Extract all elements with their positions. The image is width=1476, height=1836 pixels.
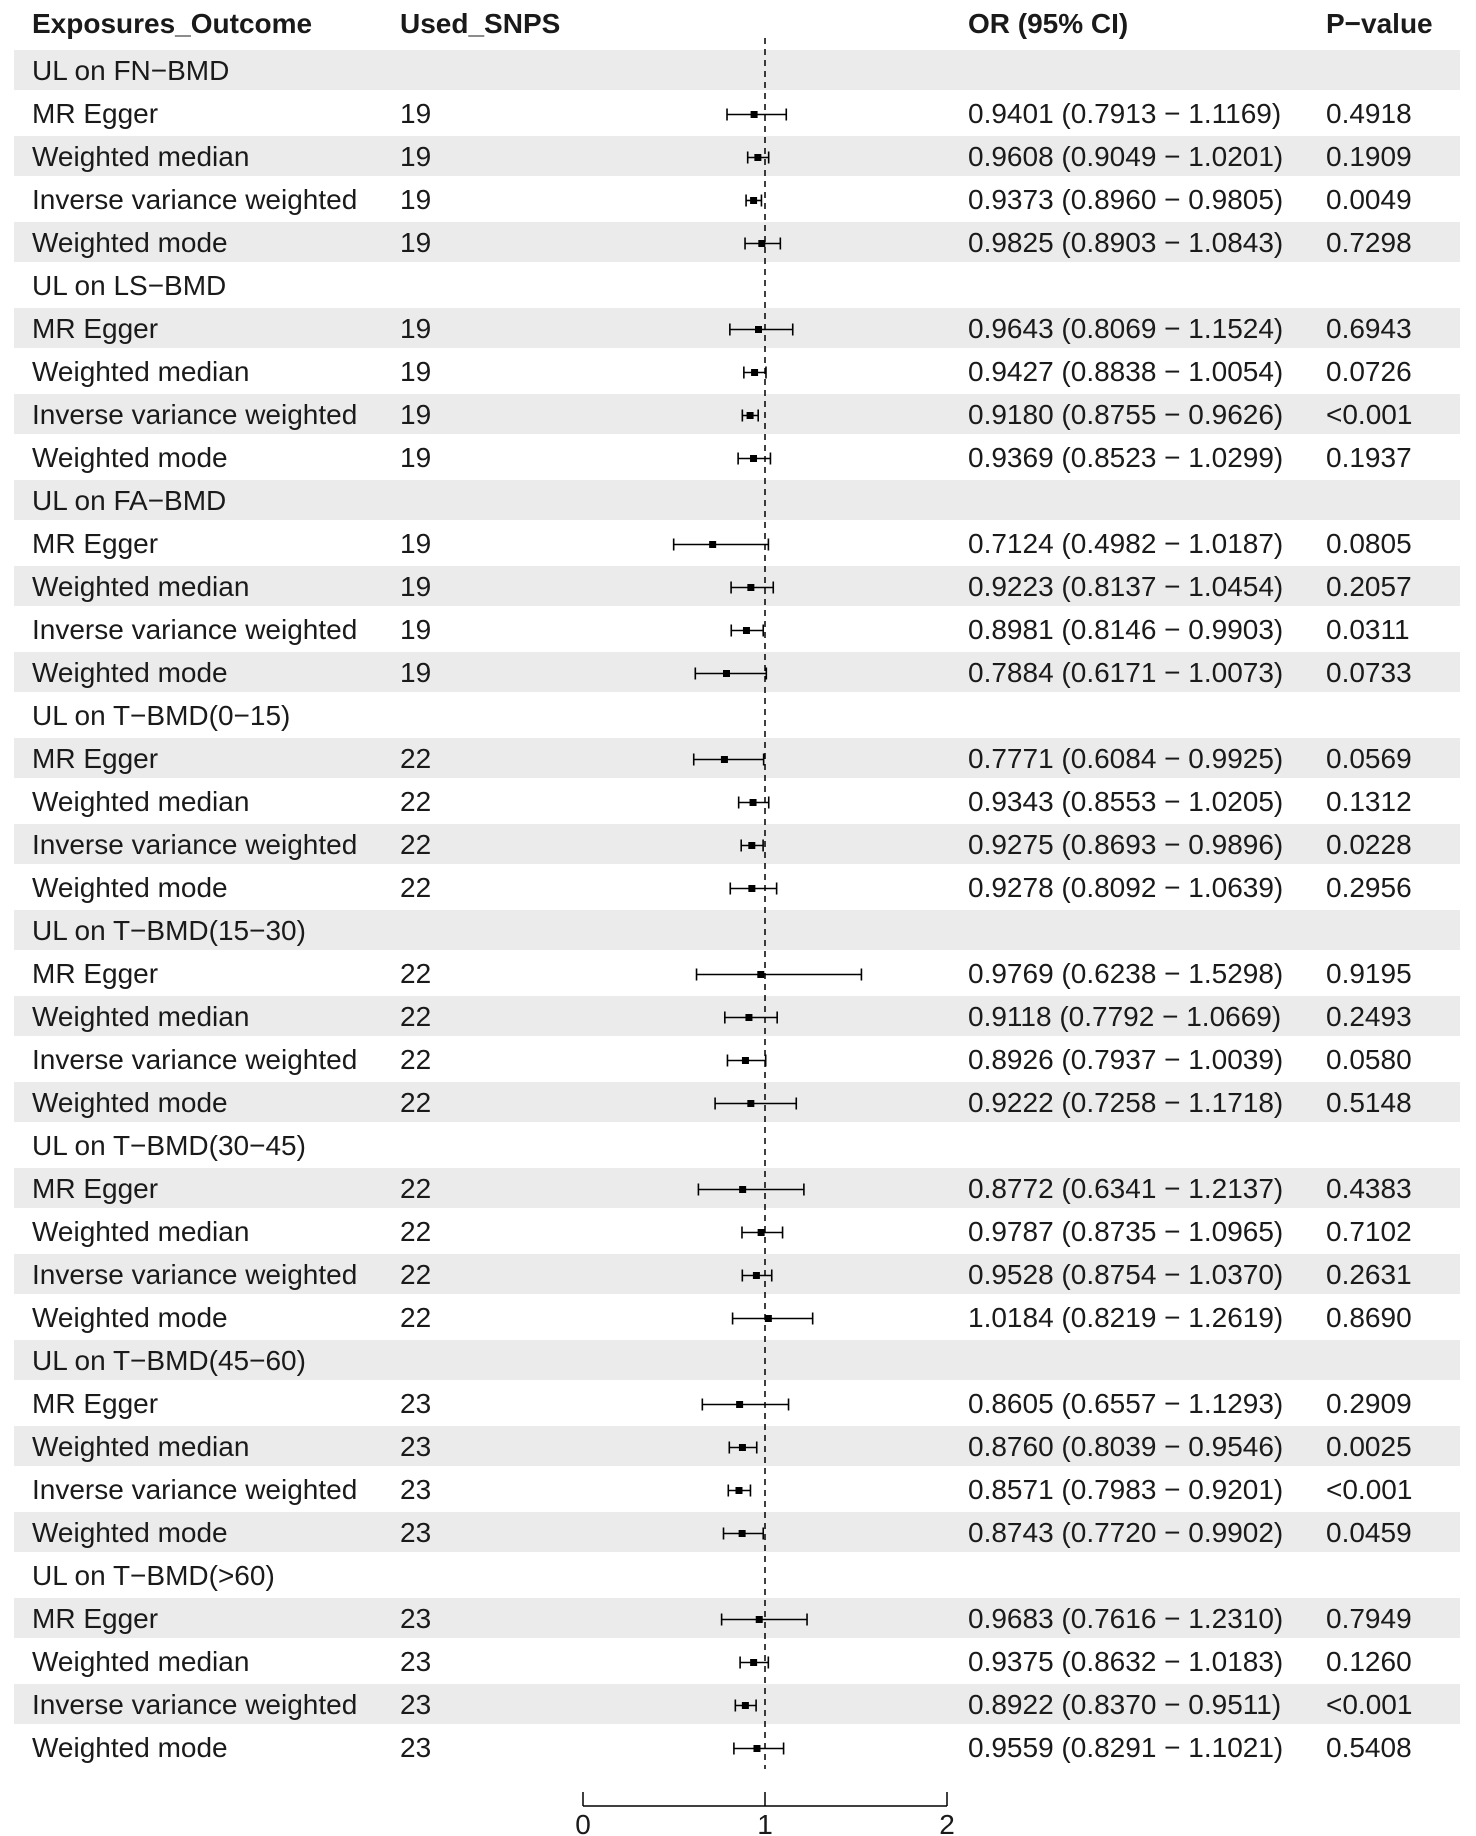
point-estimate <box>747 412 754 419</box>
point-estimate <box>723 670 730 677</box>
point-estimate <box>735 1487 742 1494</box>
snps-count: 19 <box>400 399 432 430</box>
or-ci-text: 0.8605 (0.6557 − 1.1293) <box>968 1388 1284 1419</box>
or-ci-text: 0.9223 (0.8137 − 1.0454) <box>968 571 1284 602</box>
group-title: UL on FA−BMD <box>32 485 227 516</box>
method-label: MR Egger <box>32 958 159 989</box>
p-value: 0.0726 <box>1326 356 1412 387</box>
group-title: UL on T−BMD(>60) <box>32 1560 275 1591</box>
point-estimate <box>709 541 716 548</box>
method-label: Inverse variance weighted <box>32 1259 358 1290</box>
snps-count: 22 <box>400 1216 432 1247</box>
point-estimate <box>750 455 757 462</box>
or-ci-text: 1.0184 (0.8219 − 1.2619) <box>968 1302 1284 1333</box>
or-ci-text: 0.8926 (0.7937 − 1.0039) <box>968 1044 1284 1075</box>
snps-count: 19 <box>400 614 432 645</box>
or-ci-text: 0.7771 (0.6084 − 0.9925) <box>968 743 1284 774</box>
method-label: Weighted median <box>32 786 250 817</box>
p-value: 0.7298 <box>1326 227 1412 258</box>
point-estimate <box>736 1401 743 1408</box>
point-estimate <box>739 1186 746 1193</box>
or-ci-text: 0.9375 (0.8632 − 1.0183) <box>968 1646 1284 1677</box>
group-title: UL on FN−BMD <box>32 55 230 86</box>
snps-count: 22 <box>400 1044 432 1075</box>
snps-count: 19 <box>400 571 432 602</box>
method-label: Weighted median <box>32 571 250 602</box>
snps-count: 19 <box>400 442 432 473</box>
point-estimate <box>751 111 758 118</box>
method-label: Inverse variance weighted <box>32 399 358 430</box>
header-p-value: P−value <box>1326 8 1433 39</box>
or-ci-text: 0.8922 (0.8370 − 0.9511) <box>968 1689 1282 1720</box>
p-value: 0.6943 <box>1326 313 1412 344</box>
method-label: Inverse variance weighted <box>32 1044 358 1075</box>
or-ci-text: 0.9401 (0.7913 − 1.1169) <box>968 98 1282 129</box>
or-ci-text: 0.9275 (0.8693 − 0.9896) <box>968 829 1284 860</box>
point-estimate <box>753 1272 760 1279</box>
p-value: <0.001 <box>1326 1689 1413 1720</box>
p-value: 0.2493 <box>1326 1001 1412 1032</box>
or-ci-text: 0.8772 (0.6341 − 1.2137) <box>968 1173 1284 1204</box>
snps-count: 23 <box>400 1388 432 1419</box>
method-label: Weighted median <box>32 1431 250 1462</box>
p-value: 0.1937 <box>1326 442 1412 473</box>
snps-count: 22 <box>400 1087 432 1118</box>
or-ci-text: 0.9769 (0.6238 − 1.5298) <box>968 958 1284 989</box>
x-tick-label: 1 <box>757 1809 773 1836</box>
method-label: Weighted median <box>32 1216 250 1247</box>
p-value: <0.001 <box>1326 1474 1413 1505</box>
snps-count: 22 <box>400 829 432 860</box>
snps-count: 22 <box>400 1302 432 1333</box>
point-estimate <box>748 885 755 892</box>
group-title: UL on LS−BMD <box>32 270 227 301</box>
or-ci-text: 0.9643 (0.8069 − 1.1524) <box>968 313 1284 344</box>
p-value: 0.7102 <box>1326 1216 1412 1247</box>
point-estimate <box>742 1057 749 1064</box>
point-estimate <box>751 369 758 376</box>
method-label: MR Egger <box>32 1603 159 1634</box>
header-used-snps: Used_SNPS <box>400 8 561 39</box>
or-ci-text: 0.9683 (0.7616 − 1.2310) <box>968 1603 1284 1634</box>
point-estimate <box>739 1444 746 1451</box>
or-ci-text: 0.9343 (0.8553 − 1.0205) <box>968 786 1284 817</box>
or-ci-text: 0.9369 (0.8523 − 1.0299) <box>968 442 1284 473</box>
method-label: Weighted mode <box>32 227 228 258</box>
or-ci-text: 0.8571 (0.7983 − 0.9201) <box>968 1474 1284 1505</box>
p-value: 0.1312 <box>1326 786 1412 817</box>
or-ci-text: 0.9825 (0.8903 − 1.0843) <box>968 227 1284 258</box>
method-label: MR Egger <box>32 743 159 774</box>
snps-count: 22 <box>400 786 432 817</box>
or-ci-text: 0.7884 (0.6171 − 1.0073) <box>968 657 1284 688</box>
or-ci-text: 0.9373 (0.8960 − 0.9805) <box>968 184 1284 215</box>
method-label: MR Egger <box>32 313 159 344</box>
x-tick-label: 2 <box>939 1809 955 1836</box>
point-estimate <box>750 197 757 204</box>
snps-count: 19 <box>400 184 432 215</box>
method-label: Inverse variance weighted <box>32 184 358 215</box>
snps-count: 19 <box>400 528 432 559</box>
or-ci-text: 0.8743 (0.7720 − 0.9902) <box>968 1517 1284 1548</box>
method-label: Weighted mode <box>32 1302 228 1333</box>
point-estimate <box>755 326 762 333</box>
snps-count: 22 <box>400 743 432 774</box>
p-value: 0.0025 <box>1326 1431 1412 1462</box>
point-estimate <box>721 756 728 763</box>
snps-count: 23 <box>400 1603 432 1634</box>
snps-count: 19 <box>400 227 432 258</box>
point-estimate <box>753 1745 760 1752</box>
p-value: 0.5148 <box>1326 1087 1412 1118</box>
p-value: 0.5408 <box>1326 1732 1412 1763</box>
point-estimate <box>765 1315 772 1322</box>
method-label: Weighted median <box>32 356 250 387</box>
p-value: 0.0228 <box>1326 829 1412 860</box>
method-label: MR Egger <box>32 1388 159 1419</box>
p-value: 0.1909 <box>1326 141 1412 172</box>
group-title: UL on T−BMD(15−30) <box>32 915 306 946</box>
point-estimate <box>747 1100 754 1107</box>
p-value: 0.2956 <box>1326 872 1412 903</box>
p-value: <0.001 <box>1326 399 1413 430</box>
p-value: 0.0049 <box>1326 184 1412 215</box>
or-ci-text: 0.7124 (0.4982 − 1.0187) <box>968 528 1284 559</box>
method-label: Weighted mode <box>32 442 228 473</box>
p-value: 0.0805 <box>1326 528 1412 559</box>
snps-count: 23 <box>400 1732 432 1763</box>
p-value: 0.7949 <box>1326 1603 1412 1634</box>
method-label: Weighted median <box>32 1646 250 1677</box>
group-title: UL on T−BMD(30−45) <box>32 1130 306 1161</box>
p-value: 0.9195 <box>1326 958 1412 989</box>
header-or-ci: OR (95% CI) <box>968 8 1129 39</box>
point-estimate <box>742 1702 749 1709</box>
header-exposures-outcome: Exposures_Outcome <box>32 8 313 39</box>
p-value: 0.1260 <box>1326 1646 1412 1677</box>
p-value: 0.0459 <box>1326 1517 1412 1548</box>
method-label: Weighted mode <box>32 1517 228 1548</box>
method-label: Weighted median <box>32 141 250 172</box>
method-label: Inverse variance weighted <box>32 829 358 860</box>
method-label: MR Egger <box>32 528 159 559</box>
point-estimate <box>757 971 764 978</box>
or-ci-text: 0.9787 (0.8735 − 1.0965) <box>968 1216 1284 1247</box>
or-ci-text: 0.8981 (0.8146 − 0.9903) <box>968 614 1284 645</box>
snps-count: 22 <box>400 1259 432 1290</box>
point-estimate <box>748 842 755 849</box>
p-value: 0.4918 <box>1326 98 1412 129</box>
x-tick-label: 0 <box>575 1809 591 1836</box>
group-title: UL on T−BMD(45−60) <box>32 1345 306 1376</box>
point-estimate <box>750 799 757 806</box>
snps-count: 19 <box>400 141 432 172</box>
p-value: 0.8690 <box>1326 1302 1412 1333</box>
snps-count: 23 <box>400 1689 432 1720</box>
method-label: Weighted mode <box>32 657 228 688</box>
or-ci-text: 0.8760 (0.8039 − 0.9546) <box>968 1431 1284 1462</box>
p-value: 0.0733 <box>1326 657 1412 688</box>
point-estimate <box>754 154 761 161</box>
snps-count: 22 <box>400 958 432 989</box>
point-estimate <box>758 1229 765 1236</box>
or-ci-text: 0.9118 (0.7792 − 1.0669) <box>968 1001 1282 1032</box>
method-label: Weighted mode <box>32 872 228 903</box>
p-value: 0.2909 <box>1326 1388 1412 1419</box>
snps-count: 19 <box>400 356 432 387</box>
snps-count: 23 <box>400 1431 432 1462</box>
p-value: 0.0569 <box>1326 743 1412 774</box>
or-ci-text: 0.9278 (0.8092 − 1.0639) <box>968 872 1284 903</box>
method-label: MR Egger <box>32 98 159 129</box>
point-estimate <box>745 1014 752 1021</box>
or-ci-text: 0.9222 (0.7258 − 1.1718) <box>968 1087 1284 1118</box>
snps-count: 22 <box>400 1001 432 1032</box>
snps-count: 23 <box>400 1646 432 1677</box>
method-label: Inverse variance weighted <box>32 1689 358 1720</box>
point-estimate <box>756 1616 763 1623</box>
snps-count: 19 <box>400 657 432 688</box>
method-label: Weighted mode <box>32 1732 228 1763</box>
p-value: 0.4383 <box>1326 1173 1412 1204</box>
snps-count: 22 <box>400 1173 432 1204</box>
snps-count: 23 <box>400 1517 432 1548</box>
point-estimate <box>743 627 750 634</box>
snps-count: 22 <box>400 872 432 903</box>
method-label: Inverse variance weighted <box>32 1474 358 1505</box>
snps-count: 23 <box>400 1474 432 1505</box>
group-title: UL on T−BMD(0−15) <box>32 700 291 731</box>
method-label: Weighted median <box>32 1001 250 1032</box>
snps-count: 19 <box>400 313 432 344</box>
or-ci-text: 0.9608 (0.9049 − 1.0201) <box>968 141 1284 172</box>
or-ci-text: 0.9559 (0.8291 − 1.1021) <box>968 1732 1284 1763</box>
point-estimate <box>747 584 754 591</box>
p-value: 0.2631 <box>1326 1259 1412 1290</box>
method-label: MR Egger <box>32 1173 159 1204</box>
p-value: 0.0311 <box>1326 614 1410 645</box>
snps-count: 19 <box>400 98 432 129</box>
method-label: Weighted mode <box>32 1087 228 1118</box>
point-estimate <box>739 1530 746 1537</box>
p-value: 0.0580 <box>1326 1044 1412 1075</box>
or-ci-text: 0.9528 (0.8754 − 1.0370) <box>968 1259 1284 1290</box>
or-ci-text: 0.9180 (0.8755 − 0.9626) <box>968 399 1284 430</box>
point-estimate <box>750 1659 757 1666</box>
p-value: 0.2057 <box>1326 571 1412 602</box>
or-ci-text: 0.9427 (0.8838 − 1.0054) <box>968 356 1284 387</box>
method-label: Inverse variance weighted <box>32 614 358 645</box>
